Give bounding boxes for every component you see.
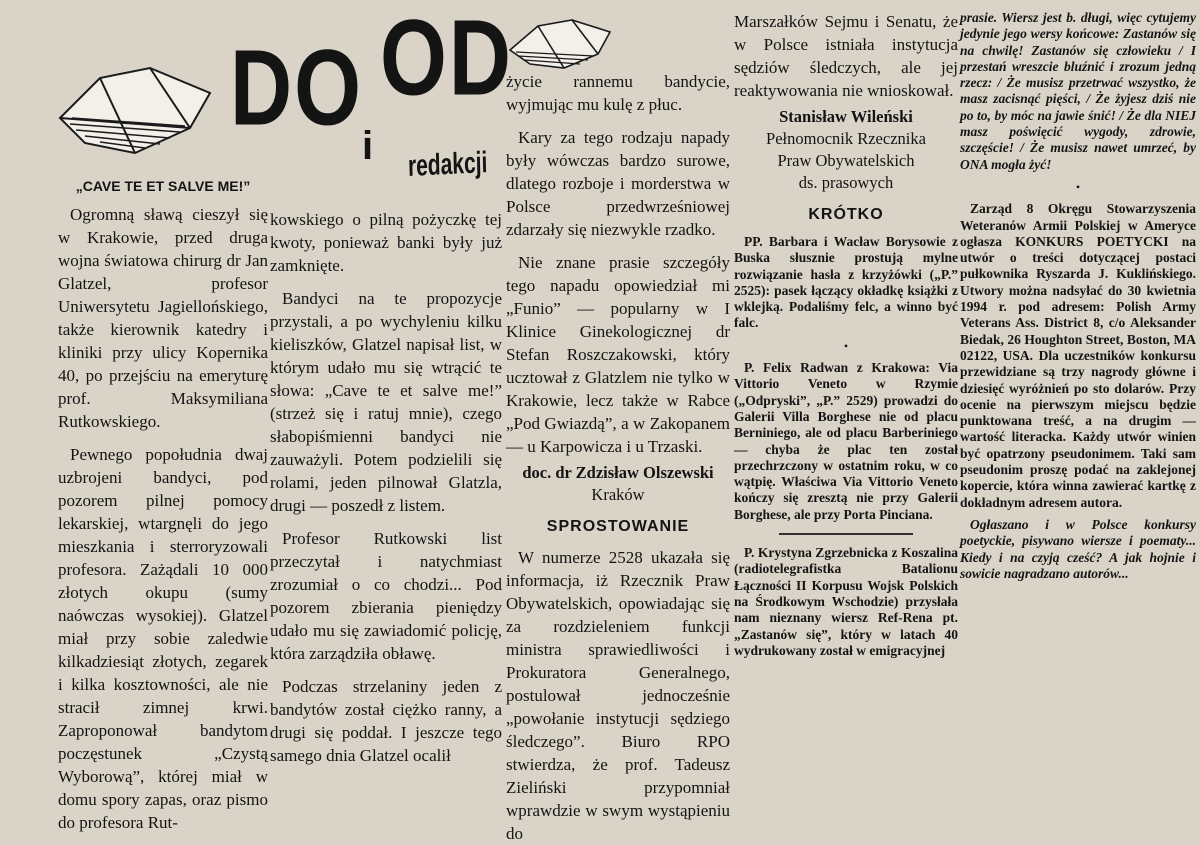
section-title: KRÓTKO bbox=[808, 206, 884, 223]
paragraph: W numerze 2528 ukazała się informacja, iż Rzecznik Praw Obywatelskich, opowiadając się za rozdzieleniem funkcji ministra sprawiedliwości i Prokuratora Generalnego, postulował jednocześnie „powołanie instytucji sędziego śledczego”. Biuro RPO stwierdza, że prof. Tadeusz Zieliński przypomniał wprawdzie w swym wystąpieniu do bbox=[506, 548, 730, 843]
article-body bbox=[58, 203, 268, 834]
paragraph: Marszałków Sejmu i Senatu, że w Polsce istniała instytucja sędziów śledczych, ale jej reaktywowania nie wnioskował. bbox=[734, 12, 958, 100]
paragraph: Pewnego popołudnia dwaj uzbrojeni bandyci, pod pozorem pilnej pomocy lekarskiej, wtargnęli do jego mieszkania i sterroryzowali profesora. Zażądali 10 000 złotych okupu (sumy naówczas wysokiej). Glatzel miał przy sobie zaledwie kilkadziesiąt złotych, zegarek i kilka kosztowności, ale nie stracił zimnej krwi. Zaproponował bandytom poczęstunek „Czystą Wyborową”, której miał w domu spory zapas, oraz pismo do profesora Rut- bbox=[58, 445, 268, 832]
separator: • bbox=[843, 338, 849, 353]
article-body bbox=[506, 70, 730, 458]
signature bbox=[734, 106, 958, 194]
paragraph: Bandyci na te propozycje przystali, a po wychyleniu kilku kieliszków, Glatzel napisał list, w którym udało mu się wtrącić te słowa: „Cave te et salve me!” (strzeż się i ratuj mnie), czego słabopiśmienni bandyci nie zauważyli. Potem podzielili się rolami, jeden pilnował Glatzla, drugi — poszedł z listem. bbox=[270, 289, 502, 515]
note: Ogłaszano i w Polsce konkursy poetyckie, pisywano wiersze i poematy... Kiedy i na czyją cześć? A jak hojnie i sowicie nagradzano autorów... bbox=[960, 516, 1196, 581]
column-3 bbox=[506, 0, 730, 843]
author-name: doc. dr Zdzisław Olszewski bbox=[522, 463, 714, 482]
note: Zarząd 8 Okręgu Stowarzyszenia Weteranów Armii Polskiej w Ameryce ogłasza KONKURS POETYCKI na utwór o treści dotyczącej postaci pułkownika Ryszarda J. Kuklińskiego. Utwory można nadsyłać do 30 kwietnia 1994 r. pod adresem: Polish Army Veterans Ass. District 8, c/o Aleksander Biedak, 26 Houghton Street, Boston, MA 02122, USA. Dla uczestników konkursu przewidziane są trzy nagrody główne i dziesięć wyróżnień po sto dolarów. Przy ocenie na pierwszym miejscu będzie punktowana treść, a na drugim — wartość literacka. Każdy utwór winien być opatrzony pseudonimem. Taki sam pseudonim proszę podać na zaklejonej kopercie, która winna zawierać kartkę z dokładnym adresem autora. bbox=[960, 201, 1196, 510]
article-body bbox=[506, 546, 730, 845]
paragraph: kowskiego o pilną pożyczkę tej kwoty, ponieważ banki były już zamknięte. bbox=[270, 210, 502, 275]
notes bbox=[734, 234, 958, 659]
column-4 bbox=[734, 0, 958, 706]
note: P. Felix Radwan z Krakowa: Via Vittorio Veneto w Rzymie („Odpryski”, „P.” 2529) prowadzi do Galerii Villa Borghese nie od placu Berniniego, ale od placu Barberiniego — chyba że plac ten został przechrzczony w ostatnim roku, w co wątpię. Właściwa Via Vittorio Veneto kończy się zresztą nie przy Galerii Borghese, ale przy Porta Pinciana. bbox=[734, 360, 958, 522]
separator: • bbox=[1075, 179, 1081, 194]
author-role: Pełnomocnik Rzecznika bbox=[766, 129, 926, 148]
paragraph: Ogromną sławą cieszył się w Krakowie, przed druga wojna światowa chirurg dr Jan Glatzel, profesor Uniwersytetu Jagiellońskiego, także kierownik katedry i kliniki przy ulicy Kopernika 40, po przejściu na emeryturę prof. Maksymiliana Rutkowskiego. bbox=[58, 205, 268, 431]
article-body bbox=[270, 208, 502, 767]
title-redakcji: redakcji bbox=[407, 146, 488, 183]
paragraph: Kary za tego rodzaju napady były wówczas bardzo surowe, dlatego rozboje i morderstwa w Polsce przedwrześniowej zdarzały się niezwykle rzadko. bbox=[506, 128, 730, 239]
title-od: OD bbox=[380, 0, 513, 118]
author-role: ds. prasowych bbox=[798, 173, 894, 192]
author-role: Praw Obywatelskich bbox=[777, 151, 915, 170]
author-city: Kraków bbox=[591, 485, 645, 504]
section-title: SPROSTOWANIE bbox=[546, 518, 690, 535]
page-title bbox=[230, 0, 513, 208]
column-1 bbox=[58, 0, 268, 832]
column-5 bbox=[960, 0, 1196, 706]
paragraph: Podczas strzelaniny jeden z bandytów został ciężko ranny, a drugi się poddał. I jeszcze tego samego dnia Glatzel ocalił bbox=[270, 677, 502, 765]
note: PP. Barbara i Wacław Borysowie z Buska słusznie prostują mylne rozwiązanie hasła z krzyżówki („P.” 2525): pasek łączący okładkę książki z wklejką. Podaliśmy felc, a winno być falc. bbox=[734, 234, 958, 331]
paragraph: Profesor Rutkowski list przeczytał i natychmiast zrozumiał o co chodzi... Pod pozorem zbierania pieniędzy udało mu się zawiadomić policję, która zarządziła obławę. bbox=[270, 529, 502, 663]
paragraph: Nie znane prasie szczegóły tego napadu opowiedział mi „Funio” — popularny w I Klinice Ginekologicznej dr Stefan Roszczakowski, który ucztował z Glatzlem nie tylko w Krakowie, lecz także w Rabce „Pod Gwiazdą”, a w Zakopanem — u Karpowicza i u Trzaski. bbox=[506, 253, 730, 456]
note: prasie. Wiersz jest b. długi, więc cytujemy jedynie jego wersy końcowe: Zastanów się na chwilę! Zastanów się człowieku / I przestań wreszcie bluźnić i zrozum jedną rzecz: / Że musisz przetrwać wszystko, że masz zacisnąć pięści, / Że żyjesz dziś nie po to, by móc na jawie śnić! / Że dla NIEJ masz poświęcić wygody, zdrowie, szczęście! / Że musisz nawet umrzeć, by ONA mogła żyć! bbox=[960, 10, 1196, 172]
notes bbox=[960, 10, 1196, 582]
note: P. Krystyna Zgrzebnicka z Koszalina (radiotelegrafistka Batalionu Łączności II Korpusu Wojsk Polskich na Środkowym Wschodzie) przysłała nam nieznany wiersz Ref-Rena pt. „Zastanów się”, który w latach 40 wydrukowany został w emigracyjnej bbox=[734, 545, 958, 658]
title-do: DO bbox=[230, 28, 363, 148]
article-body bbox=[734, 10, 958, 102]
paragraph: życie rannemu bandycie, wyjmując mu kulę z płuc. bbox=[506, 72, 730, 114]
divider bbox=[779, 533, 913, 535]
article-title: „CAVE TE ET SALVE ME!” bbox=[75, 178, 251, 194]
title-i: i bbox=[362, 124, 374, 168]
author-name: Stanisław Wileński bbox=[779, 107, 913, 126]
signature bbox=[506, 462, 730, 506]
column-2 bbox=[270, 208, 502, 765]
